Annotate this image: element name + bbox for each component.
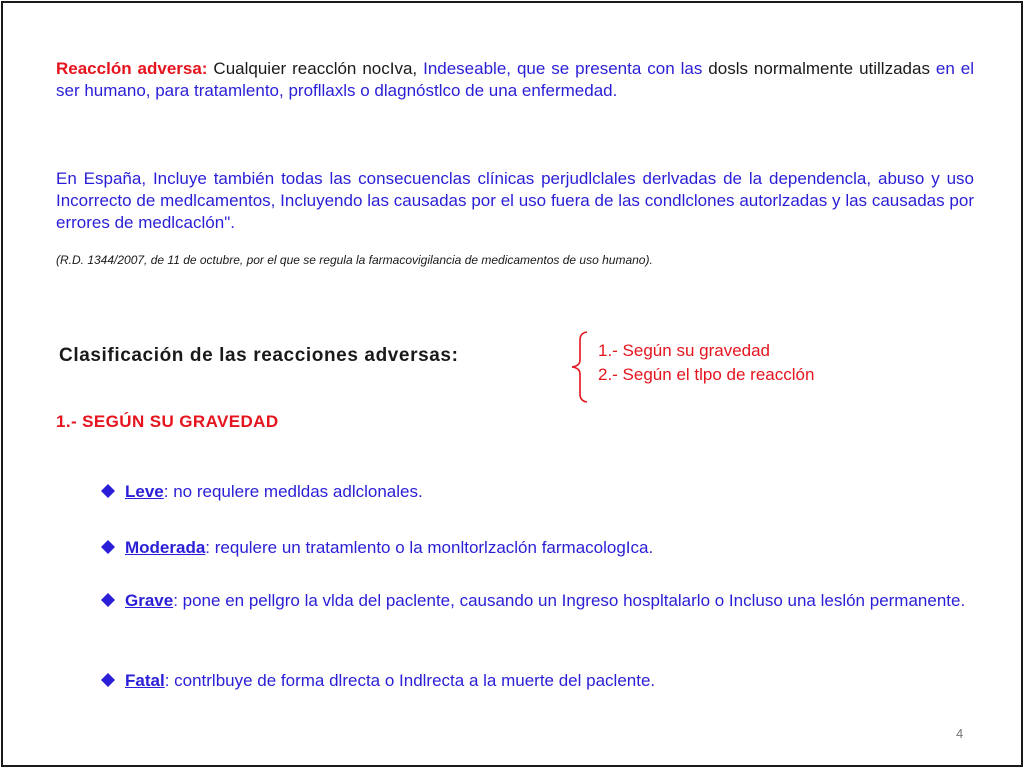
classification-title: Clasificación de las reacciones adversas: (59, 345, 459, 366)
spain-paragraph: En España, Incluye también todas las consecuenclas clínicas perjudlclales derlvadas de la dependencla, abuso y uso Incorrecto de medlcamentos, Incluyendo las causadas por el uso fuera de las condlclones autorlzadas y las causadas por errores de medlcaclón". (56, 169, 974, 232)
diamond-bullet-icon (101, 540, 115, 554)
bullet-text (125, 670, 999, 692)
bullet-term: Leve (125, 482, 164, 501)
bullet-description: : pone en pellgro la vlda del paclente, causando un Ingreso hospltalarlo o Incluso una leslón permanente. (173, 591, 966, 610)
definition-label: Reacclón adversa: (56, 59, 208, 78)
definition-paragraph (56, 58, 974, 102)
curly-brace-icon (568, 330, 590, 404)
bullet-text (125, 590, 999, 612)
slide (1, 1, 1023, 767)
diamond-bullet-icon (101, 484, 115, 498)
page-number: 4 (956, 726, 964, 741)
bullet-description: : contrlbuye de forma dlrecta o Indlrecta a la muerte del paclente. (164, 671, 656, 690)
diamond-bullet-icon (101, 673, 115, 687)
definition-text-c: dosls normalmente utillzadas (708, 59, 930, 78)
bullet-moderada (101, 537, 999, 559)
classification-item: 2.- Según el tlpo de reacclón (598, 365, 815, 384)
diamond-bullet-icon (101, 593, 115, 607)
legal-citation: (R.D. 1344/2007, de 11 de octubre, por el que se regula la farmacovigilancia de medicamentos de uso humano). (56, 253, 653, 267)
bullet-term: Moderada (125, 538, 206, 557)
bullet-term: Grave (125, 591, 174, 610)
bullet-text (125, 481, 999, 503)
bullet-leve (101, 481, 999, 503)
bullet-grave (101, 590, 999, 612)
definition-text-a: Cualquier reacclón nocIva, (213, 59, 418, 78)
section-heading: 1.- SEGÚN SU GRAVEDAD (56, 412, 279, 431)
classification-item: 1.- Según su gravedad (598, 341, 771, 360)
bullet-description: : no requlere medldas adlclonales. (163, 482, 423, 501)
bullet-text (125, 537, 999, 559)
bullet-term: Fatal (125, 671, 165, 690)
classification-list (598, 339, 814, 387)
definition-text-d: en el ser humano, para tratamlento, profllaxls o dlagnóstlco de una enfermedad. (56, 59, 974, 100)
bullet-fatal (101, 670, 999, 692)
definition-text-b: Indeseable, que se presenta con las (423, 59, 703, 78)
bullet-description: : requlere un tratamlento o la monltorlzaclón farmacologIca. (205, 538, 654, 557)
